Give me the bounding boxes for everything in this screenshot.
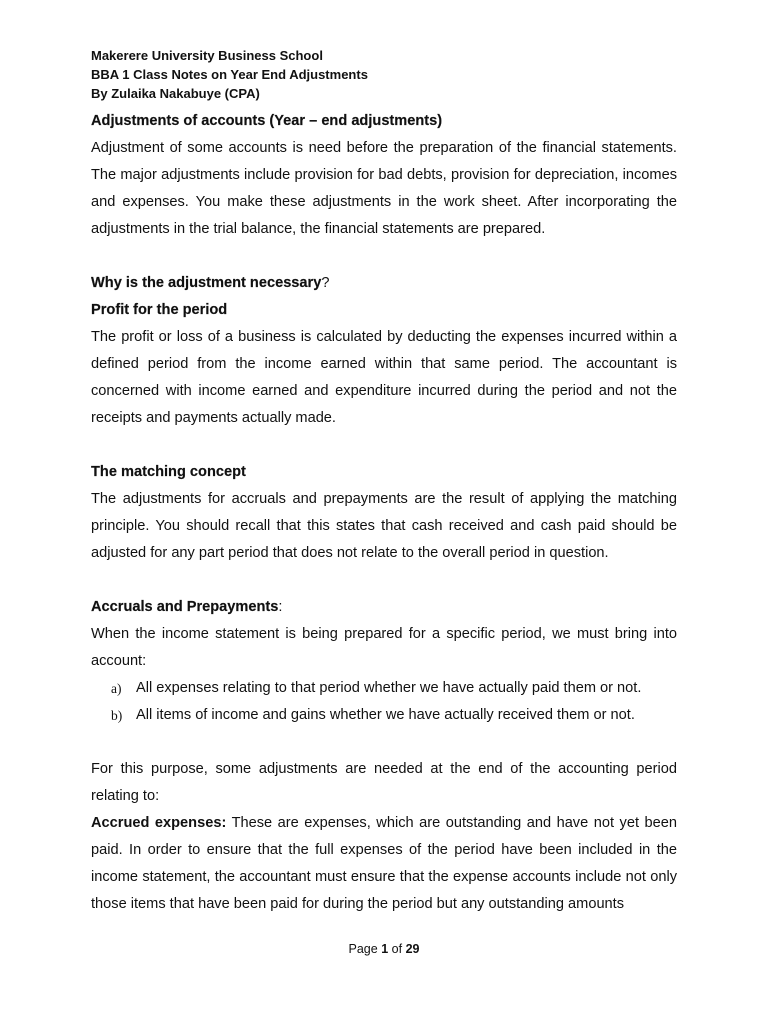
page-number: 1	[381, 942, 389, 956]
header-author: By Zulaika Nakabuye (CPA)	[91, 86, 260, 101]
paragraph-accrued-expenses	[91, 810, 677, 918]
page-footer	[0, 942, 768, 956]
page-total: 29	[405, 942, 420, 956]
list-marker: b)	[111, 708, 123, 723]
list-item-text: All items of income and gains whether we have actually received them or not.	[136, 707, 635, 723]
header-institution: Makerere University Business School	[91, 48, 323, 63]
accrued-expenses-label: Accrued expenses:	[91, 815, 227, 831]
of-word: of	[391, 942, 403, 956]
document-header	[91, 46, 368, 103]
list-marker: a)	[111, 681, 122, 696]
paragraph-adjustments: Adjustment of some accounts is need before the preparation of the financial statements. The major adjustments include provision for bad debts, provision for depreciation, incomes and expenses. You make these adjustments in the work sheet. After incorporating the adjustments in the trial balance, the financial statements are prepared.	[91, 140, 677, 237]
accrued-expenses-text: These are expenses, which are outstanding and have not yet been paid. In order to ensure that the full expenses of the period have been included in the income statement, the accountant must ensure that the expense accounts include not only those items that have been paid for during the period but any outstanding amounts	[91, 815, 677, 912]
list-item	[91, 675, 677, 702]
section-heading-why-necessary: Why is the adjustment necessary?	[91, 275, 330, 291]
section-heading-matching-concept: The matching concept	[91, 464, 246, 480]
section-heading-accruals-prepayments: Accruals and Prepayments:	[91, 599, 283, 615]
document-body	[91, 108, 677, 918]
paragraph-profit-period: The profit or loss of a business is calculated by deducting the expenses incurred within a defined period from the income earned within that same period. The accountant is concerned with income earned and expenditure incurred during the period and not the receipts and payments actually made.	[91, 329, 677, 426]
list-item	[91, 702, 677, 729]
subheading-profit-period: Profit for the period	[91, 302, 228, 318]
paragraph-matching-concept: The adjustments for accruals and prepayments are the result of applying the matching principle. You should recall that this states that cash received and cash paid should be adjusted for any part period that does not relate to the overall period in question.	[91, 491, 677, 561]
list-item-text: All expenses relating to that period whether we have actually paid them or not.	[136, 680, 642, 696]
header-course: BBA 1 Class Notes on Year End Adjustments	[91, 67, 368, 82]
paragraph-purpose: For this purpose, some adjustments are needed at the end of the accounting period relating to:	[91, 761, 677, 804]
accruals-list	[91, 675, 677, 729]
section-heading-adjustments: Adjustments of accounts (Year – end adjustments)	[91, 113, 443, 129]
paragraph-accruals-intro: When the income statement is being prepared for a specific period, we must bring into account:	[91, 626, 677, 669]
page-word: Page	[348, 942, 378, 956]
